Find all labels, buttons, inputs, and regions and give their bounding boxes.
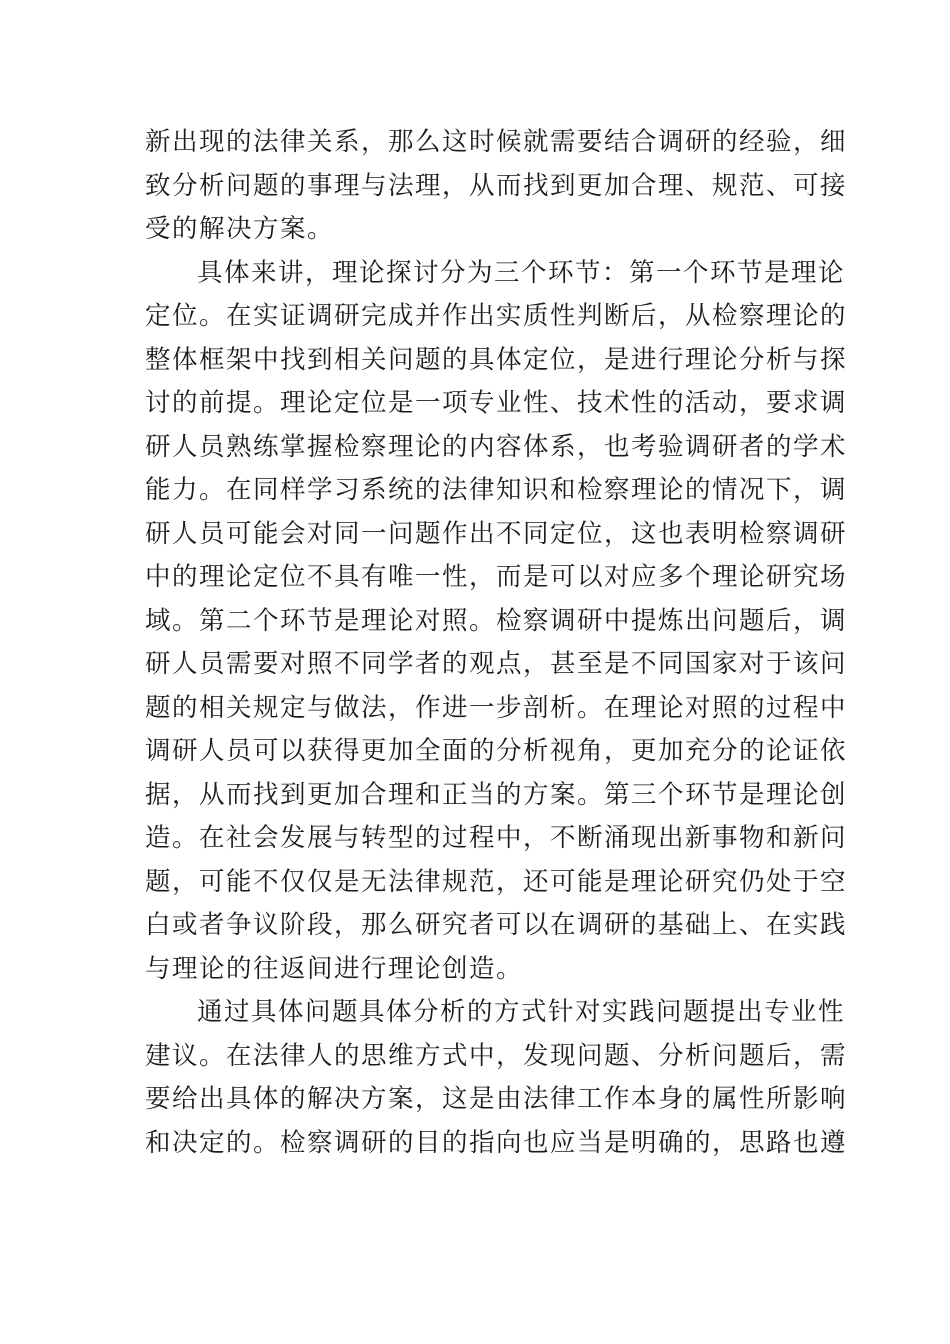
paragraph xyxy=(145,252,848,992)
document-body xyxy=(145,121,848,1165)
text-line: 致分析问题的事理与法理，从而找到更加合理、规范、可接 xyxy=(145,170,848,201)
text-line: 能力。在同样学习系统的法律知识和检察理论的情况下，调 xyxy=(145,475,848,505)
text-line: 题，可能不仅仅是无法律规范，还可能是理论研究仍处于空 xyxy=(145,866,848,897)
text-line: 研人员可能会对同一问题作出不同定位，这也表明检察调研 xyxy=(145,518,848,549)
text-line: 据，从而找到更加合理和正当的方案。第三个环节是理论创 xyxy=(145,779,848,810)
text-line: 通过具体问题具体分析的方式针对实践问题提出专业性 xyxy=(197,997,846,1027)
text-line: 具体来讲，理论探讨分为三个环节：第一个环节是理论 xyxy=(197,257,846,288)
text-line: 研人员熟练掌握检察理论的内容体系，也考验调研者的学术 xyxy=(145,431,848,462)
text-line: 和决定的。检察调研的目的指向也应当是明确的，思路也遵 xyxy=(145,1127,848,1158)
text-line: 建议。在法律人的思维方式中，发现问题、分析问题后，需 xyxy=(145,1040,848,1071)
paragraph xyxy=(145,991,848,1165)
text-line: 题的相关规定与做法，作进一步剖析。在理论对照的过程中 xyxy=(145,692,848,723)
text-line: 调研人员可以获得更加全面的分析视角，更加充分的论证依 xyxy=(145,736,848,766)
text-line: 整体框架中找到相关问题的具体定位，是进行理论分析与探 xyxy=(145,344,848,375)
text-line: 与理论的往返间进行理论创造。 xyxy=(145,953,524,984)
text-line: 受的解决方案。 xyxy=(145,214,335,244)
text-line: 中的理论定位不具有唯一性，而是可以对应多个理论研究场 xyxy=(145,562,848,592)
text-line: 定位。在实证调研完成并作出实质性判断后，从检察理论的 xyxy=(145,301,848,331)
text-line: 白或者争议阶段，那么研究者可以在调研的基础上、在实践 xyxy=(145,910,848,940)
text-line: 新出现的法律关系，那么这时候就需要结合调研的经验，细 xyxy=(145,127,848,157)
text-line: 要给出具体的解决方案，这是由法律工作本身的属性所影响 xyxy=(145,1084,848,1114)
text-line: 造。在社会发展与转型的过程中，不断涌现出新事物和新问 xyxy=(145,823,848,853)
paragraph xyxy=(145,121,848,252)
text-line: 研人员需要对照不同学者的观点，甚至是不同国家对于该问 xyxy=(145,649,848,679)
text-line: 讨的前提。理论定位是一项专业性、技术性的活动，要求调 xyxy=(145,388,848,418)
text-line: 域。第二个环节是理论对照。检察调研中提炼出问题后，调 xyxy=(145,605,848,636)
